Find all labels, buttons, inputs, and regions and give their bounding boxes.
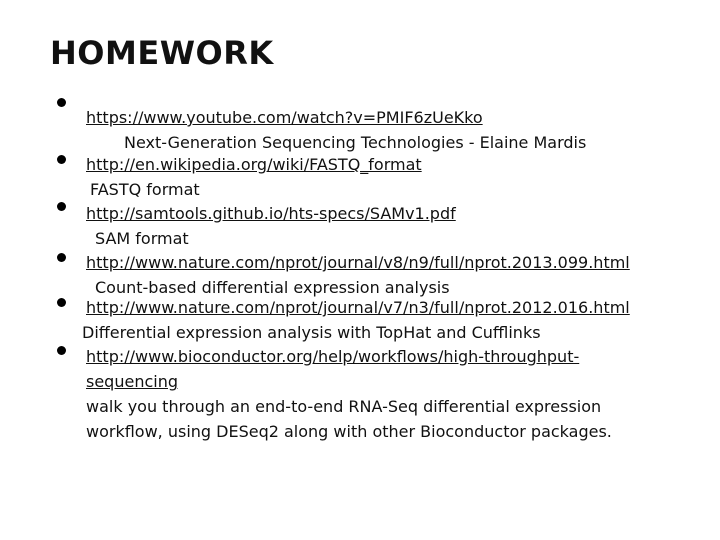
link-description: workflow, using DESeq2 along with other Bioconductor packages. [86, 422, 612, 441]
link-bioconductor-workflow[interactable]: http://www.bioconductor.org/help/workflows/high-throughput- [86, 347, 580, 366]
link-description: FASTQ format [90, 180, 200, 199]
bullet-icon [57, 98, 66, 107]
bullet-icon [57, 298, 66, 307]
bullet-icon [57, 253, 66, 262]
link-description: Differential expression analysis with TopHat and Cufflinks [82, 323, 541, 342]
bullet-icon [57, 155, 66, 164]
link-youtube[interactable]: https://www.youtube.com/watch?v=PMIF6zUeKko [86, 108, 483, 127]
bullet-icon [57, 346, 66, 355]
link-description: SAM format [95, 229, 189, 248]
link-bioconductor-workflow-cont[interactable]: sequencing [86, 372, 178, 391]
link-description: Next-Generation Sequencing Technologies - Elaine Mardis [124, 133, 587, 152]
link-description: walk you through an end-to-end RNA-Seq differential expression [86, 397, 602, 416]
link-nature-nprot-2013[interactable]: http://www.nature.com/nprot/journal/v8/n9/full/nprot.2013.099.html [86, 253, 630, 272]
link-nature-nprot-2012[interactable]: http://www.nature.com/nprot/journal/v7/n3/full/nprot.2012.016.html [86, 298, 630, 317]
link-wikipedia-fastq[interactable]: http://en.wikipedia.org/wiki/FASTQ_format [86, 155, 422, 174]
link-samtools-spec[interactable]: http://samtools.github.io/hts-specs/SAMv1.pdf [86, 204, 456, 223]
page-title: HOMEWORK [50, 34, 274, 72]
link-description: Count-based differential expression analysis [95, 278, 450, 297]
bullet-icon [57, 202, 66, 211]
